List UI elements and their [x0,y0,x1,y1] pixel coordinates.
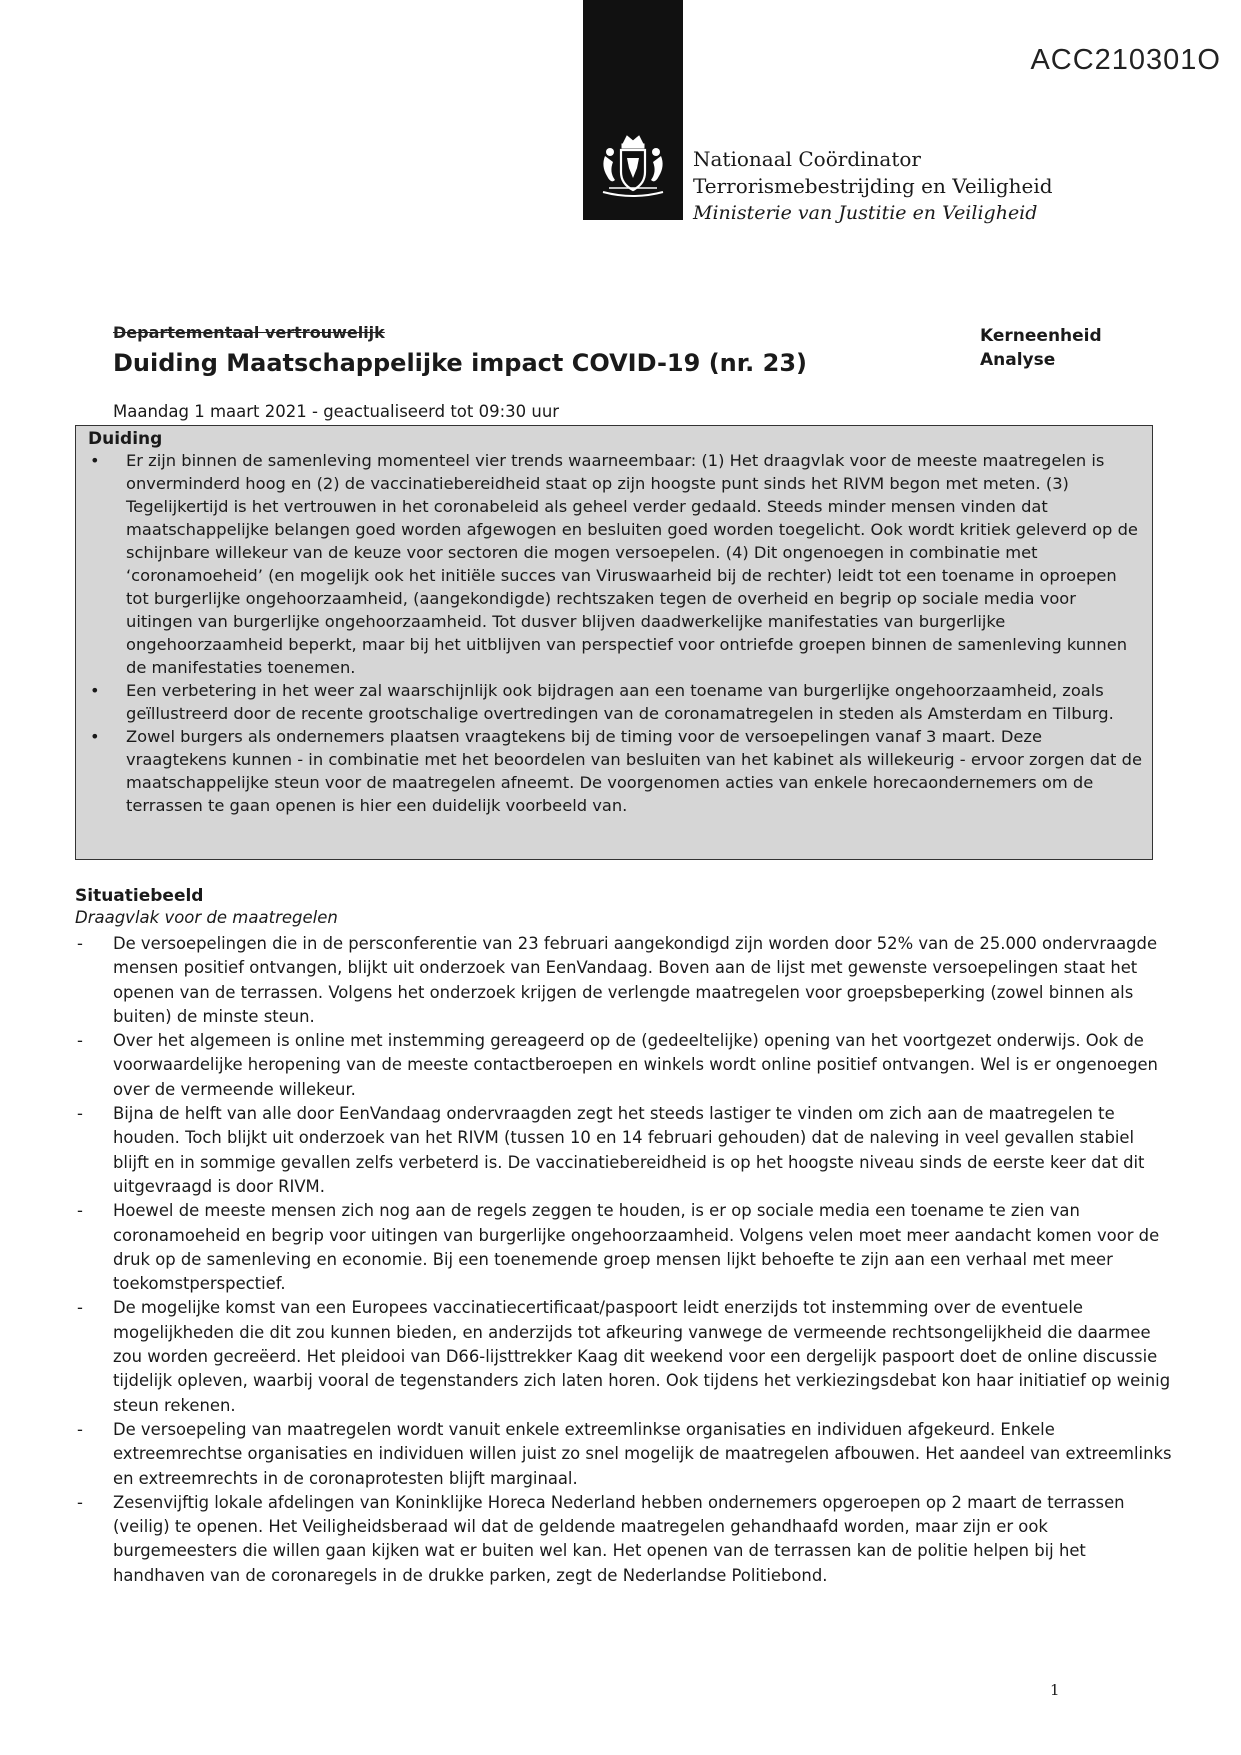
situatiebeeld-heading: Situatiebeeld [75,886,204,906]
list-item [88,679,1142,725]
unit-label [980,324,1102,372]
situatiebeeld-subheading: Draagvlak voor de maatregelen [75,908,338,927]
classification-label: Departementaal vertrouwelijk [113,323,385,342]
organization-name-line2: Terrorismebestrijding en Veiligheid [693,174,1053,198]
list-item-text: Er zijn binnen de samenleving momenteel vier trends waarneembaar: (1) Het draagvlak voor de meeste maatregelen is onverminderd hoog en (2) de vaccinatiebereidheid staat op zijn hoogste punt sinds het RIVM begon met meten. (3) Tegelijkertijd is het vertrouwen in het coronabeleid als geheel verder gedaald. Steeds minder mensen vinden dat maatschappelijke belangen goed worden afgewogen en besluiten goed worden toegelicht. Ook wordt kritiek geleverd op de schijnbare willekeur van de keuze voor sectoren die mogen versoepelen. (4) Dit ongenoegen in combinatie met ‘coronamoeheid’ (en mogelijk ook het initiële succes van Viruswaarheid bij de rechter) leidt tot een toename in oproepen tot burgerlijke ongehoorzaamheid, (aangekondigde) rechtszaken tegen de overheid en begrip op sociale media voor uitingen van burgerlijke ongehoorzaamheid. Tot dusver blijven daadwerkelijke manifestaties van burgerlijke ongehoorzaamheid beperkt, maar bij het uitblijven van perspectief voor ontriefde groepen binnen de samenleving kunnen de manifestaties toenemen. [126,451,1138,677]
list-item-text: Hoewel de meeste mensen zich nog aan de regels zeggen te houden, is er op sociale media een toename te zien van coronamoeheid en begrip voor uitingen van burgerlijke ongehoorzaamheid. Volgens velen moet meer aandacht komen voor de druk op de samenleving en economie. Bij een toenemende groep mensen lijkt behoefte te zijn aan een verhaal met meer toekomstperspectief. [113,1201,1160,1294]
dash-icon: - [77,1298,83,1318]
list-item-text: De versoepelingen die in de persconferentie van 23 februari aangekondigd zijn worden door 52% van de 25.000 ondervraagde mensen positief ontvangen, blijkt uit onderzoek van EenVandaag. Boven aan de lijst met gewenste versoepelingen staat het openen van de terrassen. Volgens het onderzoek krijgen de verlengde maatregelen voor groepsbeperking (zowel binnen als buiten) de minste steun. [113,934,1158,1026]
list-item [75,1102,1175,1199]
list-item [75,1296,1175,1417]
dash-icon: - [77,1419,83,1439]
list-item-text: Een verbetering in het weer zal waarschijnlijk ook bijdragen aan een toename van burgerlijke ongehoorzaamheid, zoals geïllustreerd door de recente grootschalige overtredingen van de coronamatregelen in steden als Amsterdam en Tilburg. [126,681,1114,723]
situatiebeeld-list [75,932,1175,1588]
unit-line2: Analyse [980,350,1056,370]
list-item-text: De versoepeling van maatregelen wordt vanuit enkele extreemlinkse organisaties en individuen afgekeurd. Enkele extreemrechtse organisaties en individuen willen juist zo snel mogelijk de maatregelen afbouwen. Het aandeel van extreemlinks en extreemrechts in de coronaprotesten blijft marginaal. [113,1419,1172,1488]
organization-block [693,146,1053,227]
dash-icon: - [77,1492,83,1512]
duiding-list [88,449,1142,817]
list-item-text: Zowel burgers als ondernemers plaatsen vraagtekens bij de timing voor de versoepelingen vanaf 3 maart. Deze vraagtekens kunnen - in combinatie met het beoordelen van besluiten van het kabinet als willekeurig - ervoor zorgen dat de maatschappelijke steun voor de maatregelen afneemt. De voorgenomen acties van enkele horecaondernemers om de terrassen te gaan openen is hier een duidelijk voorbeeld van. [126,727,1142,815]
logo-band [583,0,683,220]
duiding-box [75,425,1153,860]
dash-icon: - [77,934,83,953]
bullet-icon: • [90,451,100,470]
list-item [88,725,1142,817]
unit-line1: Kerneenheid [980,326,1102,346]
ministry-name: Ministerie van Justitie en Veiligheid [693,202,1038,224]
royal-crest-icon [593,132,673,202]
list-item [75,1029,1175,1102]
list-item-text: Zesenvijftig lokale afdelingen van Koninklijke Horeca Nederland hebben ondernemers opgeroepen op 2 maart de terrassen (veilig) te openen. Het Veiligheidsberaad wil dat de geldende maatregelen gehandhaafd worden, maar zijn er ook burgemeesters die willen gaan kijken wat er buiten wel kan. Het openen van de terrassen kan de politie helpen bij het handhaven van de coronaregels in de drukke parken, zegt de Nederlandse Politiebond. [113,1492,1125,1585]
page-number: 1 [1050,1681,1060,1699]
list-item [75,1491,1175,1588]
list-item [75,932,1175,1029]
list-item-text: De mogelijke komst van een Europees vaccinatiecertificaat/paspoort leidt enerzijds tot instemming over de eventuele mogelijkheden die dit zou kunnen bieden, en anderzijds tot afkeuring vanwege de vermeende rechtsongelijkheid die daarmee zou worden gecreëerd. Het pleidooi van D66-lijsttrekker Kaag dit weekend voor een dergelijk paspoort doet de online discussie tijdelijk opleven, waarbij vooral de tegenstanders zich laten horen. Ook tijdens het verkiezingsdebat kon haar initiatief op weinig steun rekenen. [113,1298,1171,1415]
date-line: Maandag 1 maart 2021 - geactualiseerd tot 09:30 uur [113,402,560,421]
list-item [75,1418,1175,1491]
document-code: ACC210301O [1030,44,1221,76]
dash-icon: - [77,1104,83,1124]
duiding-heading: Duiding [88,429,163,449]
list-item [88,449,1142,679]
dash-icon: - [77,1031,83,1051]
list-item [75,1199,1175,1296]
bullet-icon: • [90,681,100,700]
list-item-text: Bijna de helft van alle door EenVandaag ondervraagden zegt het steeds lastiger te vinden om zich aan de maatregelen te houden. Toch blijkt uit onderzoek van het RIVM (tussen 10 en 14 februari gehouden) dat de naleving in veel gevallen stabiel blijft en in sommige gevallen zelfs verbeterd is. De vaccinatiebereidheid is op het hoogste niveau sinds de eerste keer dat dit uitgevraagd is door RIVM. [113,1104,1145,1196]
organization-name-line1: Nationaal Coördinator [693,147,921,171]
document-title: Duiding Maatschappelijke impact COVID-19 (nr. 23) [113,349,807,377]
dash-icon: - [77,1201,83,1221]
bullet-icon: • [90,727,100,746]
list-item-text: Over het algemeen is online met instemming gereageerd op de (gedeeltelijke) opening van het voortgezet onderwijs. Ook de voorwaardelijke heropening van de meeste contactberoepen en winkels wordt online positief ontvangen. Wel is er ongenoegen over de vermeende willekeur. [113,1031,1158,1099]
